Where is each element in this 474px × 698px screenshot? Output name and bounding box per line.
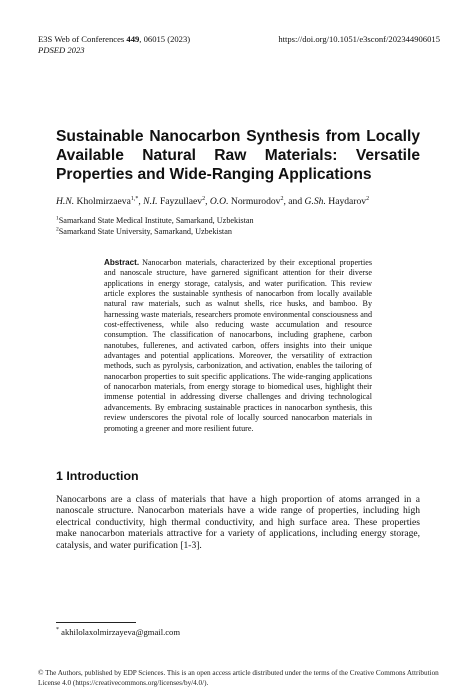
- abstract-label: Abstract.: [104, 258, 140, 267]
- section-heading: 1 Introduction: [56, 469, 139, 483]
- author-initials: N.I.: [143, 196, 158, 207]
- doi-link[interactable]: https://doi.org/10.1051/e3sconf/202344906015: [278, 34, 440, 44]
- abstract-text: Nanocarbon materials, characterized by their exceptional properties and nanoscale structure, have garnered significant attention for their diverse applications in energy storage, catalysis, and water purification. This review article explores the sustainable synthesis of nanocarbon from locally available natural raw materials, such as walnut shells, rice husks, and bamboo. By harnessing waste materials, researchers promote environmental consciousness and cost-effectiveness, while also reducing waste accumulation and resource consumption. The classification of nanocarbons, including graphene, carbon nanotubes, fullerenes, and activated carbon, offers insights into their unique advantages and potential applications. Moreover, the versatility of extraction methods, such as pyrolysis, carbonization, and activation, enables the tailoring of nanocarbon properties to suit specific applications. The wide-ranging applications of nanocarbon materials, from energy storage to biomedical uses, highlight their immense potential in addressing diverse challenges and driving technological advancements. By embracing sustainable practices in nanocarbon synthesis, this review underscores the pivotal role of locally sourced nanocarbon materials in promoting a greener and more resilient future.: [104, 258, 372, 433]
- author-surname: Kholmirzaeva: [74, 196, 131, 207]
- author-affil-mark: 2: [366, 195, 370, 202]
- author-initials: G.Sh.: [304, 196, 326, 207]
- author-surname: Normurodov: [228, 196, 281, 207]
- affiliation-number: 2: [56, 225, 59, 232]
- running-header-left: [38, 34, 190, 56]
- article-number-year: , 06015 (2023): [139, 34, 191, 44]
- author-initials: O.O.: [209, 196, 229, 207]
- affiliations: [56, 216, 254, 237]
- author-separator: ,: [138, 196, 144, 207]
- paper-title: Sustainable Nanocarbon Synthesis from Locally Available Natural Raw Materials: Versatile Properties and Wide-Ranging Applications: [56, 128, 420, 183]
- author-affil-mark: 1,*: [130, 195, 139, 202]
- footnote-mark: *: [56, 627, 59, 634]
- author-affil-mark: 2: [202, 195, 206, 202]
- abstract: [104, 258, 372, 434]
- affiliation-item: [56, 227, 254, 238]
- affiliation-number: 1: [56, 215, 59, 222]
- author-list: [56, 196, 369, 208]
- journal-volume: 449: [126, 34, 140, 44]
- affiliation-item: [56, 216, 254, 227]
- introduction-paragraph: Nanocarbons are a class of materials that have a high proportion of atoms arranged in a nanoscale structure. Nanocarbon materials have a wide range of properties, including high electrical conductivity, high thermal conductivity, and high surface area. These properties make nanocarbon materials attractive for a variety of applications, including energy storage, catalysis, and water purification [1-3].: [56, 494, 420, 551]
- author-separator: , and: [283, 196, 305, 207]
- license-footer: © The Authors, published by EDP Sciences. This is an open access article distributed under the terms of the Creative Commons Attribution License 4.0 (https://creativecommons.org/licenses/by/4.0/).: [38, 669, 439, 687]
- footnote: [56, 627, 180, 638]
- affiliation-text: Samarkand State Medical Institute, Samarkand, Uzbekistan: [58, 216, 254, 225]
- affiliation-text: Samarkand State University, Samarkand, Uzbekistan: [58, 226, 232, 236]
- conference-name: PDSED 2023: [38, 45, 85, 55]
- author-initials: H.N.: [56, 196, 75, 207]
- author-surname: Fayzullaev: [157, 196, 203, 207]
- corresponding-email[interactable]: akhilolaxolmirzayeva@gmail.com: [59, 627, 181, 637]
- footnote-divider: [56, 622, 136, 623]
- journal-citation: [38, 34, 190, 45]
- journal-name: E3S Web of Conferences: [38, 34, 127, 44]
- author-separator: ,: [205, 196, 210, 207]
- author-surname: Haydarov: [325, 196, 367, 207]
- author-affil-mark: 2: [280, 195, 284, 202]
